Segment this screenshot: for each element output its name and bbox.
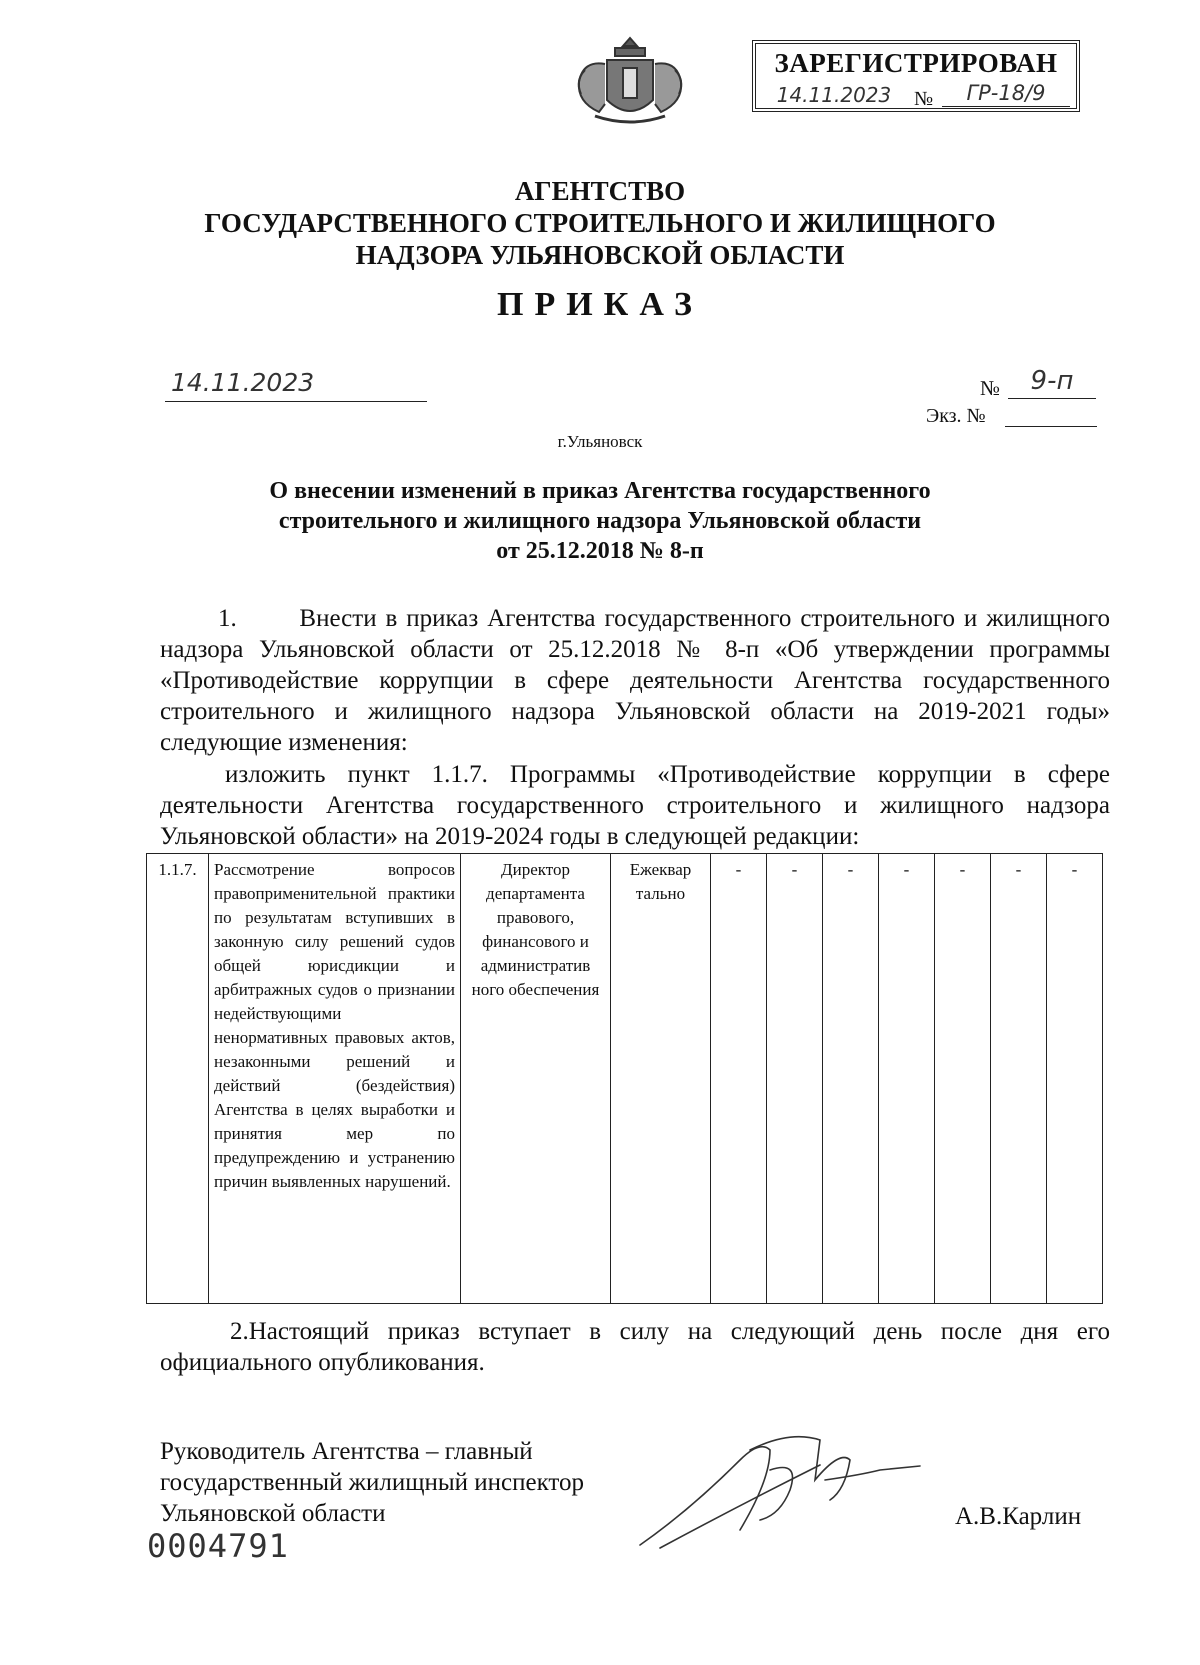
copy-number-label: Экз. №: [926, 405, 986, 427]
subject-line2: строительного и жилищного надзора Ульяновской области: [278, 508, 922, 534]
year-cell: -: [823, 854, 879, 1304]
stamp-number: ГР-18/9: [942, 80, 1070, 107]
paragraph-1: 1. Внести в приказ Агентства государственного строительного и жилищного надзора Ульяновской области от 25.12.2018 № 8-п «Об утверждении программы «Противодействие коррупции в сфере деятельности Агентства государственного строительного и жилищного надзора Ульяновской области на 2019-2021 годы» следующие изменения:: [160, 605, 1117, 756]
year-cell: -: [1047, 854, 1103, 1304]
year-cell: -: [879, 854, 935, 1304]
stamp-title: ЗАРЕГИСТРИРОВАН: [774, 48, 1058, 78]
coat-of-arms-emblem: [565, 30, 695, 130]
table-row: [147, 854, 1103, 1304]
year-cell: -: [935, 854, 991, 1304]
signatory-position: [160, 1436, 584, 1529]
year-cell: -: [767, 854, 823, 1304]
item-number-cell: 1.1.7.: [147, 854, 209, 1304]
paragraph-2-effective: 2.Настоящий приказ вступает в силу на следующий день после дня его официального опубликования.: [160, 1318, 1110, 1376]
subject-line1: О внесении изменений в приказ Агентства государственного: [269, 478, 931, 504]
city: г.Ульяновск: [557, 432, 643, 451]
copy-number-line: [1005, 426, 1097, 427]
order-subject: [150, 476, 1050, 566]
term-cell: Ежеквар тально: [611, 854, 711, 1304]
responsible-cell: Директор департамента правового, финансового и административ ного обеспечения: [461, 854, 611, 1304]
year-cell: -: [991, 854, 1047, 1304]
signatory-name: А.В.Карлин: [955, 1503, 1082, 1530]
order-date: 14.11.2023: [165, 368, 427, 402]
serial-number: 0004791: [147, 1527, 289, 1565]
agency-name-line1: АГЕНТСТВО: [514, 176, 686, 206]
handwritten-signature: [620, 1420, 970, 1550]
order-number: 9-п: [1008, 366, 1096, 399]
signatory-line2: государственный жилищный инспектор: [160, 1469, 585, 1496]
agency-name-line2: ГОСУДАРСТВЕННОГО СТРОИТЕЛЬНОГО И ЖИЛИЩНОГО: [204, 208, 996, 238]
stamp-number-label: №: [914, 88, 934, 110]
paragraph-2: изложить пункт 1.1.7. Программы «Противодействие коррупции в сфере деятельности Агентства государственного строительного и жилищного надзора Ульяновской области» на 2019-2024 годы в следующей редакции:: [160, 761, 1110, 850]
document-type-title: ПРИКАЗ: [497, 286, 703, 323]
registration-stamp: [752, 40, 1080, 112]
year-cell: -: [711, 854, 767, 1304]
item-description-cell: Рассмотрение вопросов правоприменительной практики по результатам вступивших в законную силу решений судов общей юрисдикции и арбитражных судов о признании недействующими ненормативных правовых актов, незаконными решений и действий (бездействия) Агентства в целях выработки и принятия мер по предупреждению и устранению причин выявленных нарушений.: [209, 854, 461, 1304]
agency-name-line3: НАДЗОРА УЛЬЯНОВСКОЙ ОБЛАСТИ: [355, 240, 845, 270]
signatory-line3: Ульяновской области: [160, 1500, 386, 1527]
order-number-label: №: [980, 376, 1001, 400]
signatory-line1: Руководитель Агентства – главный: [160, 1438, 533, 1465]
program-table: [146, 853, 1103, 1304]
stamp-date: 14.11.2023: [764, 82, 904, 109]
subject-line3: от 25.12.2018 № 8-п: [496, 538, 704, 564]
